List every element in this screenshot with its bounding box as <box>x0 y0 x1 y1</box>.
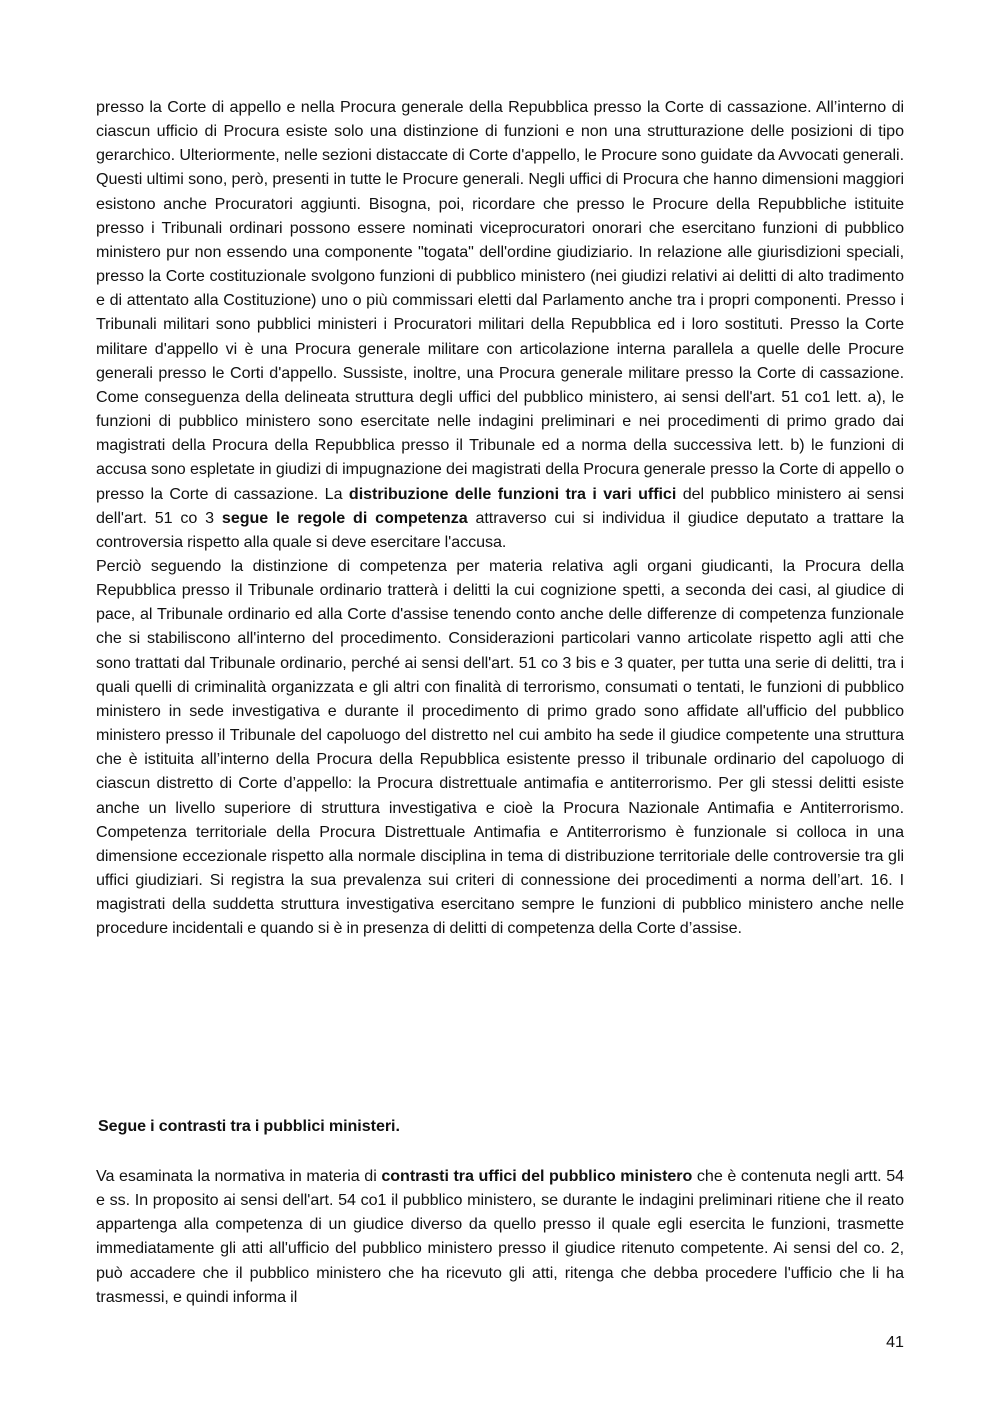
body-text-block-1 <box>96 95 904 940</box>
paragraph-1-text-a: presso la Corte di appello e nella Procura generale della Repubblica presso la Corte di cassazione. All’interno di ciascun ufficio di Procura esiste solo una distinzione di funzioni e non una strutturazione delle posizioni di tipo gerarchico. Ulteriormente, nelle sezioni distaccate di Corte d'appello, le Procure sono guidate da Avvocati generali. Questi ultimi sono, però, presenti in tutte le Procure generali. Negli uffici di Procura che hanno dimensioni maggiori esistono anche Procuratori aggiunti. Bisogna, poi, ricordare che presso le Procure della Repubbliche istituite presso i Tribunali ordinari possono essere nominati viceprocuratori onorari che esercitano funzioni di pubblico ministero pur non essendo una componente "togata" dell'ordine giudiziario. In relazione alle giurisdizioni speciali, presso la Corte costituzionale svolgono funzioni di pubblico ministero (nei giudizi relativi ai delitti di alto tradimento e di attentato alla Costituzione) uno o più commissari eletti dal Parlamento anche tra i propri componenti. Presso i Tribunali militari sono pubblici ministeri i Procuratori militari della Repubblica ed i loro sostituti. Presso la Corte militare d'appello vi è una Procura generale militare con articolazione interna parallela a quelle delle Procure generali presso le Corti d'appello. Sussiste, inoltre, una Procura generale militare presso la Corte di cassazione. Come conseguenza della delineata struttura degli uffici del pubblico ministero, ai sensi dell'art. 51 co1 lett. a), le funzioni di pubblico ministero sono esercitate nelle indagini preliminari e nei procedimenti di primo grado dai magistrati della Procura della Repubblica presso il Tribunale ed a norma della successiva lett. b) le funzioni di accusa sono espletate in giudizi di impugnazione dei magistrati della Procura generale presso la Corte di appello o presso la Corte di cassazione. La <box>96 98 904 503</box>
page-number: 41 <box>886 1333 904 1351</box>
bold-phrase-distribuzione: distribuzione delle funzioni tra i vari uffici <box>348 484 677 503</box>
bold-phrase-competenza: segue le regole di competenza <box>221 508 468 527</box>
paragraph-3 <box>96 1164 904 1309</box>
paragraph-3-text-a: Va esaminata la normativa in materia di <box>96 1167 382 1185</box>
paragraph-1-text-b: del pubblico ministero ai sensi dell'art. 51 co 3 <box>96 484 904 527</box>
section-heading: Segue i contrasti tra i pubblici ministeri. <box>98 1117 400 1135</box>
body-text-block-2 <box>96 1164 904 1309</box>
paragraph-1 <box>96 95 904 554</box>
paragraph-2: Perciò seguendo la distinzione di competenza per materia relativa agli organi giudicanti, la Procura della Repubblica presso il Tribunale ordinario tratterà i delitti la cui cognizione spetti, a seconda dei casi, al giudice di pace, al Tribunale ordinario ed alla Corte d'assise tenendo conto anche delle differenze di competenza funzionale che si stabiliscono all'interno del procedimento. Considerazioni particolari vanno articolate rispetto agli atti che sono trattati dal Tribunale ordinario, perché ai sensi dell'art. 51 co 3 bis e 3 quater, per tutta una serie di delitti, tra i quali quelli di criminalità organizzata e gli altri con finalità di terrorismo, consumati o tentati, le funzioni di pubblico ministero in sede investigativa e durante il procedimento di primo grado sono affidate all'ufficio del pubblico ministero presso il Tribunale del capoluogo del distretto nel cui ambito ha sede il giudice competente una struttura che è istituita all’interno della Procura della Repubblica esistente presso il tribunale ordinario del capoluogo di ciascun distretto di Corte d’appello: la Procura distrettuale antimafia e antiterrorismo. Per gli stessi delitti esiste anche un livello superiore di struttura investigativa e cioè la Procura Nazionale Antimafia e Antiterrorismo. Competenza territoriale della Procura Distrettuale Antimafia e Antiterrorismo è funzionale si colloca in una dimensione eccezionale rispetto alla normale disciplina in tema di distribuzione territoriale delle controversie tra gli uffici giudiziari. Si registra la sua prevalenza sui criteri di connessione dei procedimenti a norma dell’art. 16. I magistrati della suddetta struttura investigativa esercitano sempre le funzioni di pubblico ministero anche nelle procedure incidentali e quando si è in presenza di delitti di competenza della Corte d’assise. <box>96 556 904 938</box>
paragraph-3-text-b: che è contenuta negli artt. 54 e ss. In proposito ai sensi dell'art. 54 co1 il pubblico ministero, se durante le indagini preliminari ritiene che il reato appartenga alla competenza di un giudice diverso da quello presso il quale egli esercita le funzioni, trasmette immediatamente gli atti all'ufficio del pubblico ministero presso il giudice ritenuto competente. Ai sensi del co. 2, può accadere che il pubblico ministero che ha ricevuto gli atti, ritenga che debba procedere l'ufficio che li ha trasmessi, e quindi informa il <box>96 1167 904 1306</box>
paragraph-1-text-c: attraverso cui si individua il giudice deputato a trattare la controversia rispetto alla quale si deve esercitare l'accusa. <box>96 508 905 551</box>
bold-phrase-contrasti: contrasti tra uffici del pubblico ministero <box>381 1167 693 1185</box>
